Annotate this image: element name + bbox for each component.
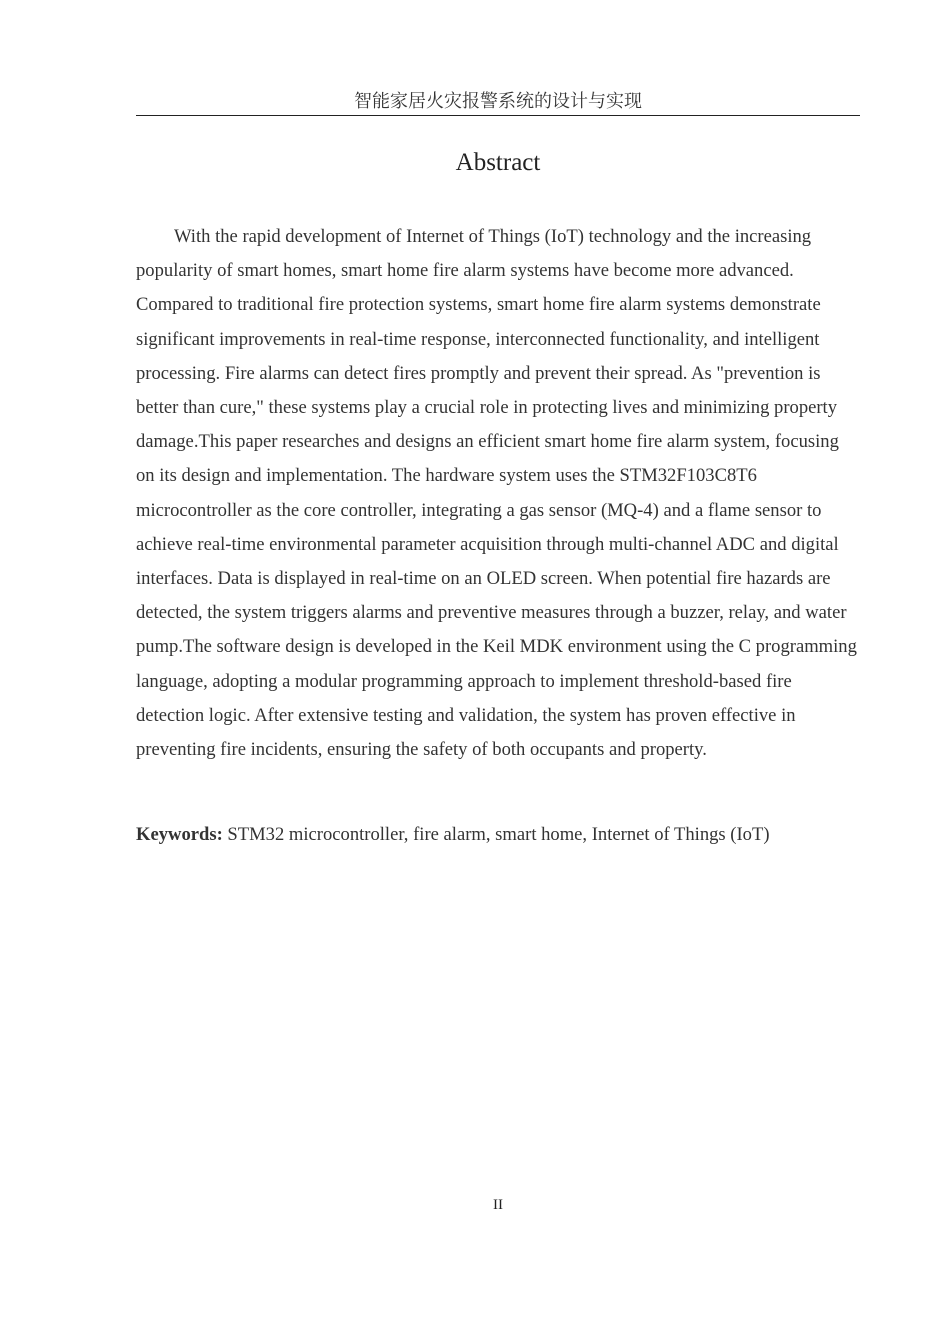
abstract-title: Abstract (455, 149, 541, 176)
keywords-line (136, 818, 860, 852)
running-header: 智能家居火灾报警系统的设计与实现 (136, 89, 860, 116)
page-number: II (493, 1197, 503, 1213)
keywords-text: STM32 microcontroller, fire alarm, smart home, Internet of Things (IoT) (227, 824, 770, 845)
keywords-label: Keywords: (136, 824, 223, 845)
abstract-body: With the rapid development of Internet of Things (IoT) technology and the increasing popularity of smart homes, smart home fire alarm systems have become more advanced. Compared to traditional fire protection systems, smart home fire alarm systems demonstrate significant improvements in real-time response, interconnected functionality, and intelligent processing. Fire alarms can detect fires promptly and prevent their spread. As "prevention is better than cure," these systems play a crucial role in protecting lives and minimizing property damage.This paper researches and designs an efficient smart home fire alarm system, focusing on its design and implementation. The hardware system uses the STM32F103C8T6 microcontroller as the core controller, integrating a gas sensor (MQ-4) and a flame sensor to achieve real-time environmental parameter acquisition through multi-channel ADC and digital interfaces. Data is displayed in real-time on an OLED screen. When potential fire hazards are detected, the system triggers alarms and preventive measures through a buzzer, relay, and water pump.The software design is developed in the Keil MDK environment using the C programming language, adopting a modular programming approach to implement threshold-based fire detection logic. After extensive testing and validation, the system has proven effective in preventing fire incidents, ensuring the safety of both occupants and property. (136, 226, 857, 761)
